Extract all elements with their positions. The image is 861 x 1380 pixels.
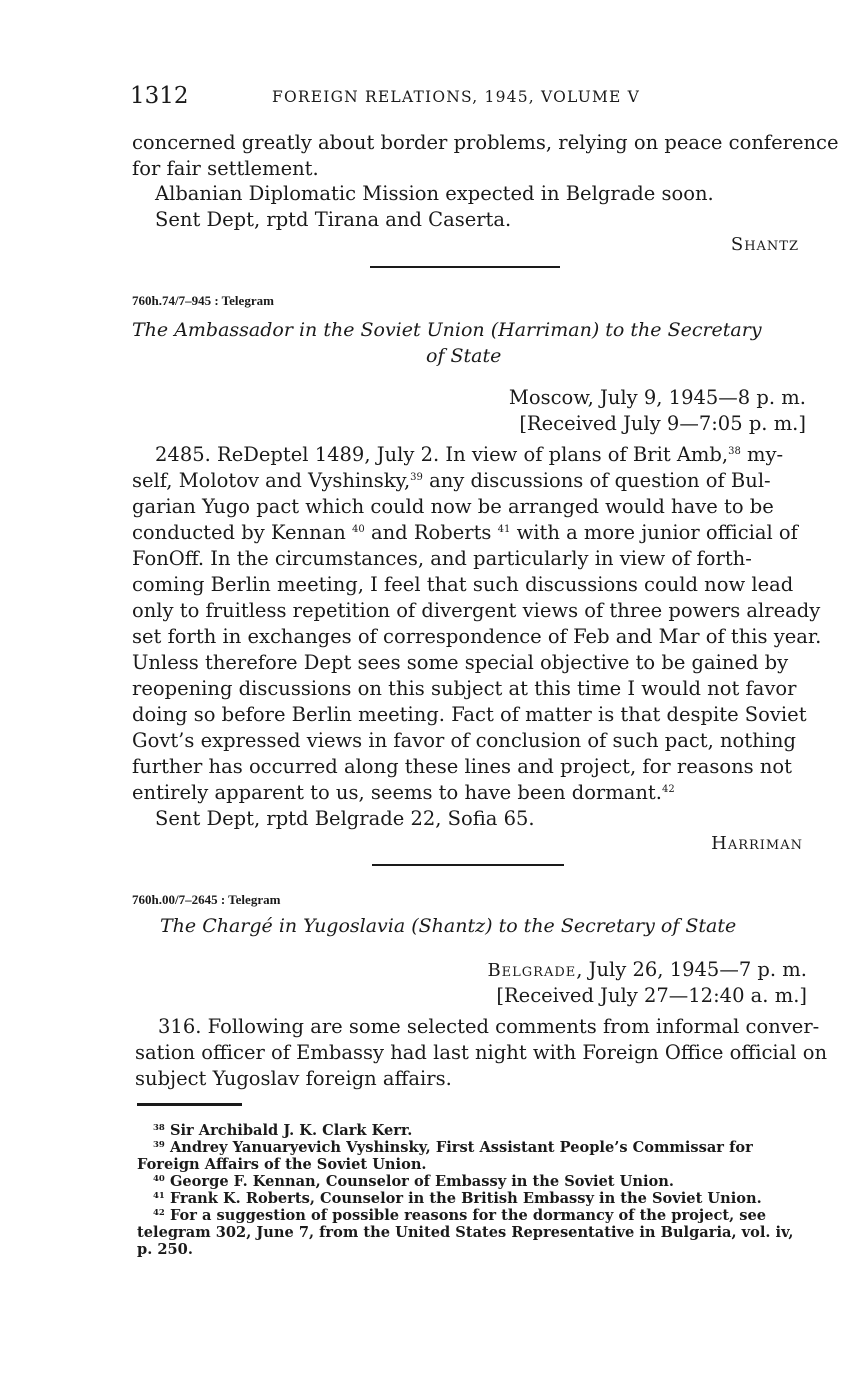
section-divider <box>370 266 560 268</box>
section-divider <box>372 864 564 866</box>
footnote-39: $^{39}$ Andrey Yanuaryevich Vyshinsky, First Assistant People’s Commissar for <box>153 1139 753 1156</box>
received-line: [Received July 27—12:40 a. m.] <box>496 984 807 1007</box>
prior-line-3: Albanian Diplomatic Mission expected in Belgrade soon. <box>155 182 714 205</box>
paragraph-line: subject Yugoslav foreign affairs. <box>135 1067 452 1090</box>
prior-line-1: concerned greatly about border problems, relying on peace conference <box>132 131 839 154</box>
document-title: The Ambassador in the Soviet Union (Harriman) to the Secretary <box>132 319 762 341</box>
file-reference: 760h.00/7–2645 : Telegram <box>132 892 281 907</box>
paragraph-line: reopening discussions on this subject at this time I would not favor <box>132 677 797 700</box>
footnote-ref: 42 <box>661 784 675 795</box>
prior-line-2: for fair settlement. <box>132 157 319 180</box>
footnote-41: $^{41}$ Frank K. Roberts, Counselor in the British Embassy in the Soviet Union. <box>153 1190 762 1207</box>
footnote-42-continued: telegram 302, June 7, from the United States Representative in Bulgaria, vol. iv, <box>137 1224 794 1241</box>
footnote-38: $^{38}$ Sir Archibald J. K. Clark Kerr. <box>153 1122 413 1139</box>
paragraph-line: 2485. ReDeptel 1489, July 2. In view of plans of Brit Amb,$^{38}$ my- <box>155 443 784 466</box>
footnote-39-continued: Foreign Affairs of the Soviet Union. <box>137 1156 427 1173</box>
footnote-40: $^{40}$ George F. Kennan, Counselor of Embassy in the Soviet Union. <box>153 1173 674 1190</box>
paragraph-line: set forth in exchanges of correspondence of Feb and Mar of this year. <box>132 625 822 648</box>
footnote-ref: 39 <box>410 472 423 483</box>
footnote-42: $^{42}$ For a suggestion of possible reasons for the dormancy of the project, see <box>153 1207 767 1224</box>
footnote-rule <box>137 1103 242 1106</box>
paragraph-line: sation officer of Embassy had last night with Foreign Office official on <box>135 1041 828 1064</box>
paragraph-line: doing so before Berlin meeting. Fact of matter is that despite Soviet <box>132 703 807 726</box>
signature-shantz: Shantz <box>730 234 799 255</box>
paragraph-line: further has occurred along these lines and project, for reasons not <box>132 755 793 778</box>
document-title: The Chargé in Yugoslavia (Shantz) to the Secretary of State <box>160 915 737 937</box>
dateline: Belgrade, July 26, 1945—7 p. m. <box>487 958 807 981</box>
paragraph-line: Unless therefore Dept sees some special objective to be gained by <box>132 651 789 674</box>
paragraph-line: 316. Following are some selected comments from informal conver- <box>158 1015 820 1038</box>
file-reference: 760h.74/7–945 : Telegram <box>132 293 274 308</box>
paragraph-line: only to fruitless repetition of divergent views of three powers already <box>132 599 821 622</box>
paragraph-line: self, Molotov and Vyshinsky,$^{39}$ any discussions of question of Bul- <box>132 469 771 492</box>
paragraph-line: coming Berlin meeting, I feel that such discussions could now lead <box>132 573 794 596</box>
running-head: FOREIGN RELATIONS, 1945, VOLUME V <box>272 88 641 106</box>
paragraph-line: garian Yugo pact which could now be arranged would have to be <box>132 495 774 518</box>
received-line: [Received July 9—7:05 p. m.] <box>519 412 806 435</box>
paragraph-line: entirely apparent to us, seems to have been dormant.$^{42}$ <box>132 781 675 804</box>
prior-line-4: Sent Dept, rptd Tirana and Caserta. <box>155 208 512 231</box>
footnote-42-continued: p. 250. <box>137 1241 193 1258</box>
paragraph-line: FonOff. In the circumstances, and particularly in view of forth- <box>132 547 752 570</box>
paragraph-line: Sent Dept, rptd Belgrade 22, Sofia 65. <box>155 807 535 830</box>
footnote-ref: 41 <box>497 524 511 535</box>
signature-harriman: Harriman <box>711 833 803 854</box>
paragraph-line: conducted by Kennan $^{40}$ and Roberts $^{41}$ with a more junior official of <box>132 521 798 544</box>
dateline: Moscow, July 9, 1945—8 p. m. <box>508 386 806 409</box>
document-title-continued: of State <box>426 345 502 367</box>
page-number: 1312 <box>130 83 189 109</box>
paragraph-line: Govt’s expressed views in favor of conclusion of such pact, nothing <box>132 729 796 752</box>
footnote-ref: 40 <box>352 524 365 535</box>
footnote-ref: 38 <box>728 446 741 457</box>
